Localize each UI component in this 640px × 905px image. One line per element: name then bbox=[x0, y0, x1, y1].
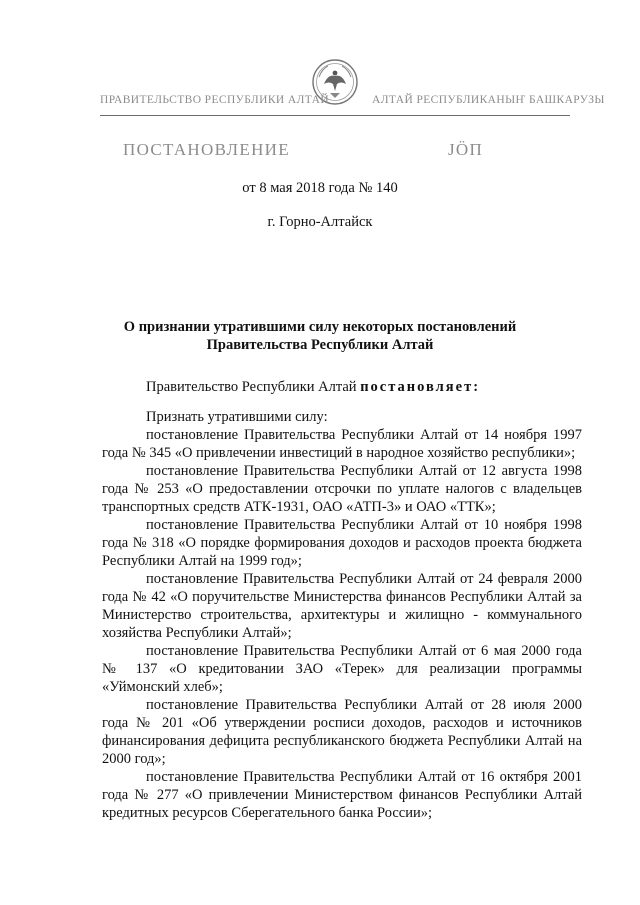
intro-text: Правительство Республики Алтай bbox=[146, 379, 361, 395]
list-item: постановление Правительства Республики Алтай от 10 ноября 1998 года № 318 «О порядке формирования доходов и расходов проекта бюджета Республики Алтай на 1999 год»; bbox=[102, 517, 582, 569]
decree-word: постановляет: bbox=[360, 379, 481, 395]
title-line-1: О признании утратившими силу некоторых постановлений bbox=[123, 319, 517, 335]
organization-name-altai: АЛТАЙ РЕСПУБЛИКАНЫҤ БАШКАРУЗЫ bbox=[372, 94, 605, 106]
list-item: постановление Правительства Республики Алтай от 6 мая 2000 года № 137 «О кредитовании ЗАО «Терек» для реализации программы «Уймонский хлеб»; bbox=[102, 643, 582, 695]
intro-paragraph bbox=[102, 378, 582, 396]
document-date-number: от 8 мая 2018 года № 140 bbox=[242, 180, 398, 196]
document-type-russian: ПОСТАНОВЛЕНИЕ bbox=[123, 140, 290, 159]
list-item: постановление Правительства Республики Алтай от 16 октября 2001 года № 277 «О привлечении Министерством финансов Республики Алтай кредитных ресурсов Сберегательного банка России»; bbox=[102, 769, 582, 821]
document-city: г. Горно-Алтайск bbox=[267, 214, 373, 230]
list-item: постановление Правительства Республики Алтай от 12 августа 1998 года № 253 «О предоставлении отсрочки по уплате налогов с владельцев транспортных средств АТК-1931, ОАО «АТП-3» и ОАО «ТТК»; bbox=[102, 463, 582, 515]
document-title bbox=[0, 318, 640, 354]
organization-name-russian: ПРАВИТЕЛЬСТВО РЕСПУБЛИКИ АЛТАЙ bbox=[100, 94, 330, 106]
title-line-2: Правительства Республики Алтай bbox=[206, 337, 434, 353]
list-item: постановление Правительства Республики Алтай от 28 июля 2000 года № 201 «Об утверждении росписи доходов, расходов и источников финансирования дефицита республиканского бюджета Республики Алтай на 2000 год»; bbox=[102, 697, 582, 767]
lead-paragraph: Признать утратившими силу: bbox=[146, 409, 328, 425]
header-divider bbox=[100, 115, 570, 116]
document-type-altai: ЈӦП bbox=[448, 140, 484, 159]
document-body bbox=[102, 378, 582, 822]
list-item: постановление Правительства Республики Алтай от 14 ноября 1997 года № 345 «О привлечении инвестиций в народное хозяйство республики»; bbox=[102, 427, 582, 461]
list-item: постановление Правительства Республики Алтай от 24 февраля 2000 года № 42 «О поручительстве Министерства финансов Республики Алтай за Министерство строительства, архитектуры и жилищно - коммунального хозяйства Республики Алтай»; bbox=[102, 571, 582, 641]
